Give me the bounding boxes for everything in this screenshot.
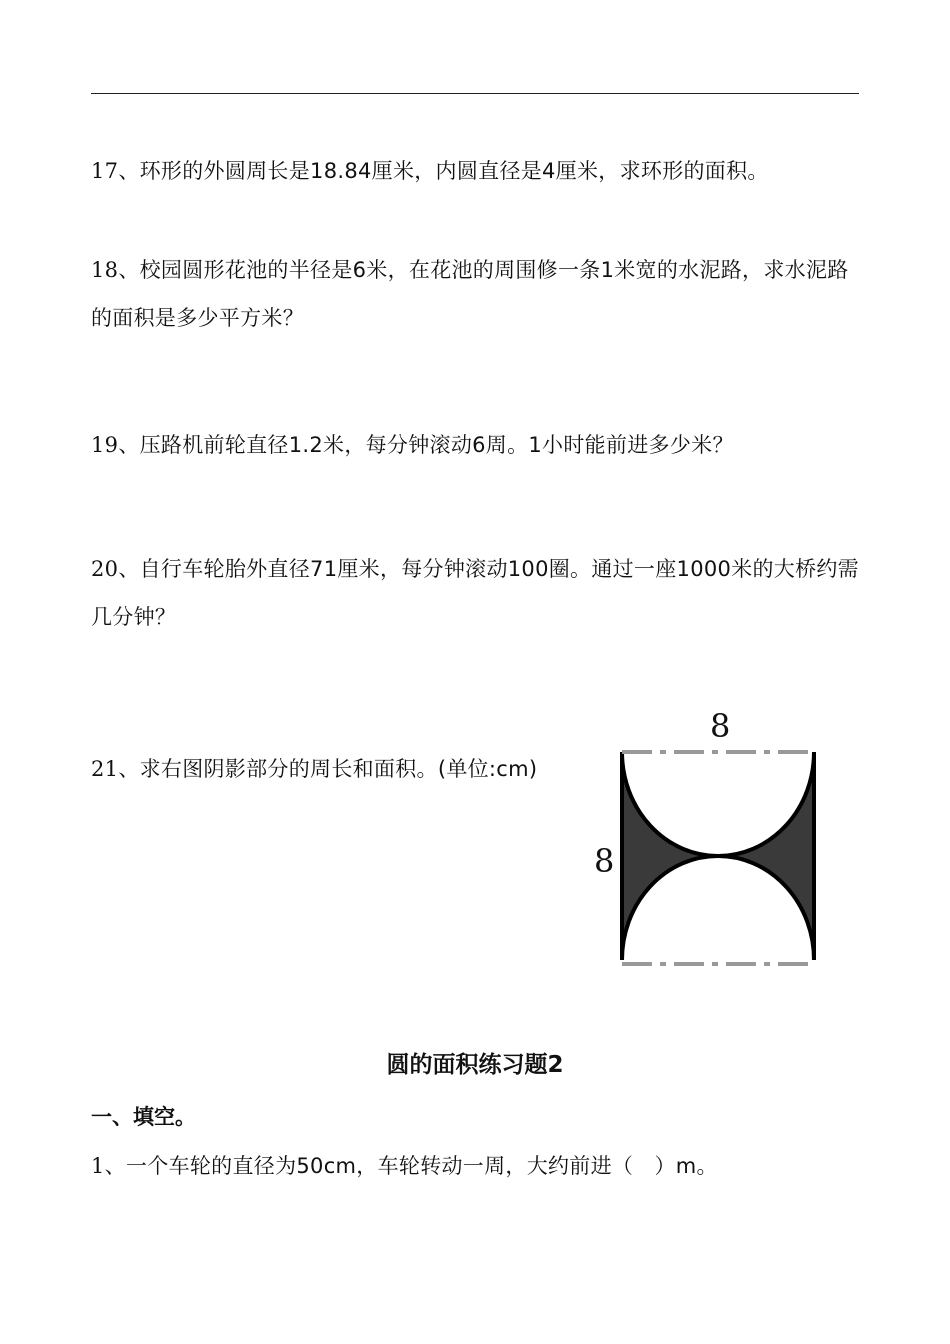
question-text: 、压路机前轮直径1.2米，每分钟滚动6周。1小时能前进多少米？ (118, 433, 734, 457)
right-shaded-region (718, 752, 814, 960)
question-number: 1 (91, 1154, 105, 1178)
question-number: 19 (91, 433, 119, 457)
fill-question-1 (91, 1142, 859, 1190)
question-text: 、一个车轮的直径为50cm，车轮转动一周，大约前进（ ）m。 (104, 1154, 718, 1178)
section-title: 圆的面积练习题2 (386, 1052, 564, 1078)
question-number: 21 (91, 757, 119, 781)
top-rule (91, 93, 859, 94)
question-text: 、自行车轮胎外直径71厘米，每分钟滚动100圈。通过一座1000米的大桥约需几分钟？ (91, 557, 859, 629)
shaded-area-figure (580, 700, 850, 990)
question-number: 20 (91, 557, 119, 581)
question-number: 18 (91, 258, 119, 282)
question-18 (91, 246, 859, 342)
question-text: 、求右图阴影部分的周长和面积。(单位:cm) (118, 757, 538, 781)
question-17 (91, 147, 859, 195)
question-text: 、校园圆形花池的半径是6米，在花池的周围修一条1米宽的水泥路，求水泥路的面积是多少平方米？ (91, 258, 849, 330)
question-20 (91, 545, 859, 641)
question-19 (91, 421, 859, 469)
figure-top-label: 8 (710, 707, 731, 745)
figure-left-label: 8 (594, 842, 615, 880)
question-21 (91, 745, 571, 793)
question-text: 、环形的外圆周长是18.84厘米，内圆直径是4厘米，求环形的面积。 (118, 159, 769, 183)
left-shaded-region (622, 752, 718, 960)
part-heading: 一、填空。 (91, 1105, 196, 1129)
question-number: 17 (91, 159, 119, 183)
